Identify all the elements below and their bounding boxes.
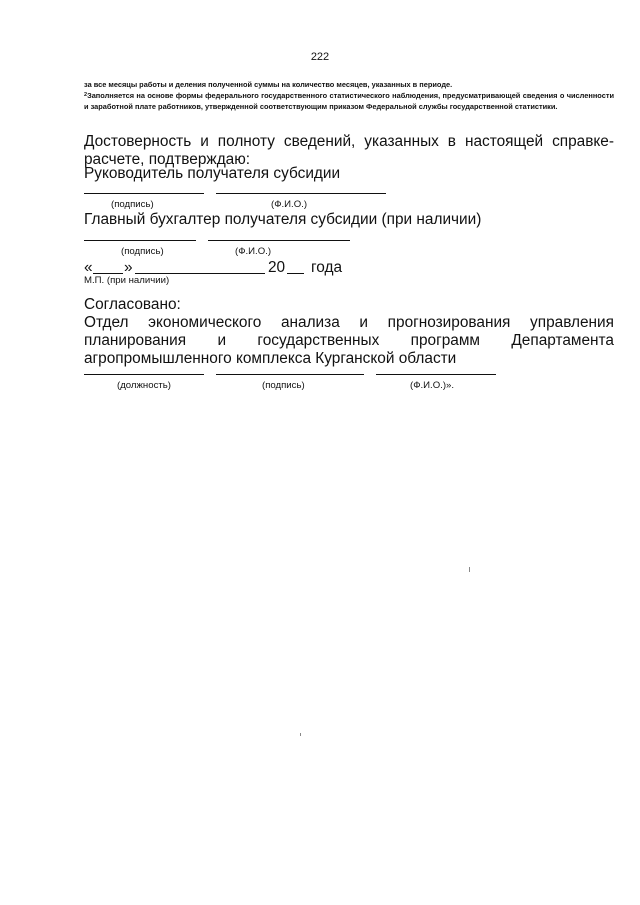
date-year-suffix: года [311,259,343,276]
footnote-continuation: за все месяцы работы и деления полученной суммы на количество месяцев, указанных в периоде. [84,80,453,89]
footnote-2-text: Заполняется на основе формы федерального государственного статистического наблюдения, предусматривающей сведения о численности и заработной плате работников, утвержденной соответствующим приказом Федеральной службы государственной статистики. [84,91,614,111]
accountant-fio-caption: (Ф.И.О.) [235,246,272,257]
date-month-line[interactable] [135,273,265,274]
scan-speck [300,733,301,736]
accountant-signature-caption: (подпись) [121,246,164,257]
department-text: Отдел экономического анализа и прогнозирования управления планирования и государственных программ Департамента агропромышленного комплекса Курганской области [84,314,614,367]
accountant-fio-line[interactable] [208,240,350,241]
head-signature-line[interactable] [84,193,204,194]
final-signature-line[interactable] [216,374,364,375]
date-day-line[interactable] [93,273,123,274]
footnote-2 [84,91,614,112]
scan-speck [469,567,470,572]
head-signature-caption: (подпись) [111,199,154,210]
date-open-quote: « [84,259,93,276]
footnote-mark: 2 [84,92,88,98]
date-close-quote: » [124,259,133,276]
final-signature-caption: (подпись) [262,380,305,391]
final-fio-caption: (Ф.И.О.)». [410,380,455,391]
agreed-label: Согласовано: [84,296,181,313]
accountant-label: Главный бухгалтер получателя субсидии (при наличии) [84,211,482,228]
head-fio-caption: (Ф.И.О.) [271,199,308,210]
page-number: 222 [310,51,330,63]
head-label: Руководитель получателя субсидии [84,165,341,182]
position-caption: (должность) [117,380,171,391]
stamp-note: М.П. (при наличии) [84,275,170,286]
date-year-prefix: 20 [268,259,286,276]
date-year-line[interactable] [287,273,304,274]
accountant-signature-line[interactable] [84,240,196,241]
final-fio-line[interactable] [376,374,496,375]
confirmation-text: Достоверность и полноту сведений, указанных в настоящей справке-расчете, подтверждаю: [84,133,614,168]
head-fio-line[interactable] [216,193,386,194]
position-line[interactable] [84,374,204,375]
